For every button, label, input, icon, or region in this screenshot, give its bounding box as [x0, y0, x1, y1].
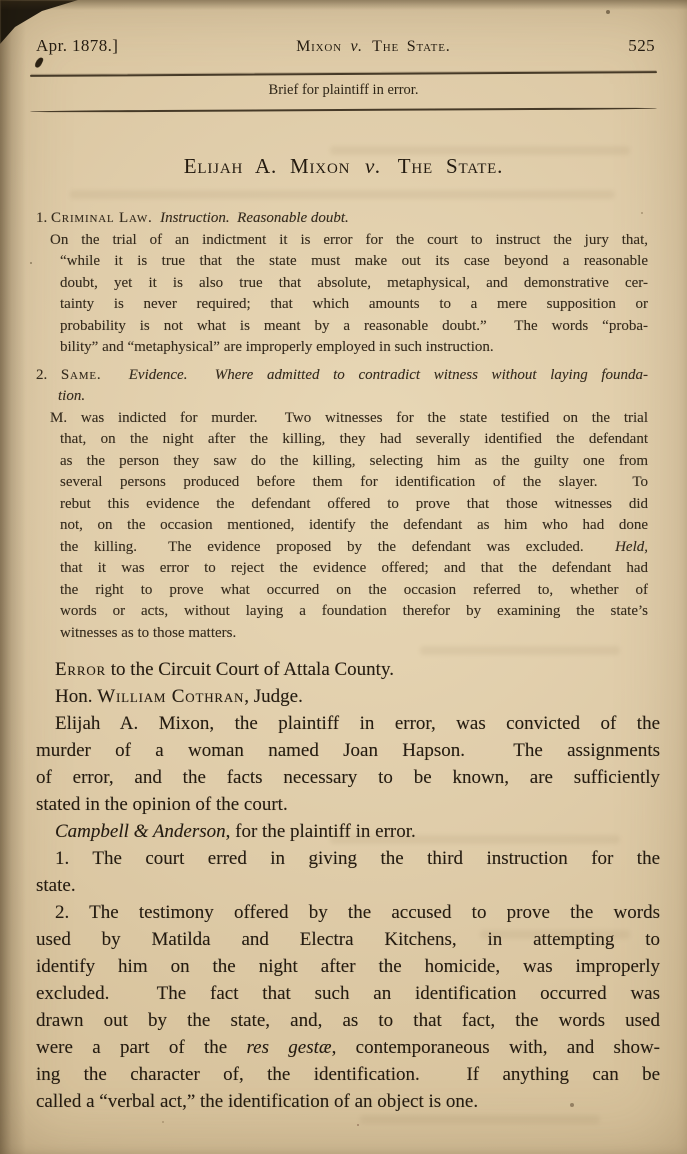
headnotes-section	[36, 208, 648, 644]
text-run: Mixon	[296, 38, 342, 55]
text-line: the right to prove what occurred on the occasion referred to, whether of	[60, 581, 648, 598]
headnote-2-label	[36, 365, 648, 408]
text-run: Error	[55, 659, 107, 680]
text-run: Instruction. Reasonable doubt.	[160, 210, 349, 226]
text-line: ing the character of, the identification. If anything can be	[36, 1064, 660, 1085]
showthrough-ghost	[420, 646, 620, 655]
text-line: Error to the Circuit Court of Attala County.	[55, 659, 394, 680]
stray-ink-mark	[34, 56, 44, 68]
text-line: witnesses as to those matters.	[60, 624, 237, 641]
text-line: 2. Same. Evidence. Where admitted to contradict witness without laying founda-	[36, 366, 649, 383]
running-head: Brief for plaintiff in error.	[268, 82, 419, 98]
issue-date: Apr. 1878.]	[36, 36, 119, 55]
text-run: res gestæ	[246, 1037, 332, 1058]
text-run: The State.	[397, 154, 504, 178]
text-line: several persons produced before them for identification of the slayer. To	[60, 474, 648, 490]
paragraph-error-caption	[36, 656, 660, 683]
paragraph-point-2	[36, 899, 660, 1115]
text-run: William Cothran	[97, 686, 245, 707]
opinion-body	[36, 656, 660, 1115]
text-line: 2. The testimony offered by the accused to prove the words	[55, 902, 660, 923]
text-run: tion.	[58, 388, 86, 404]
text-line: On the trial of an indictment it is error for the court to instruct the jury that,	[50, 231, 648, 248]
headnote-1-label	[36, 208, 648, 230]
showthrough-ghost	[360, 1115, 600, 1124]
text-run: Campbell & Anderson	[55, 821, 226, 842]
text-line: stated in the opinion of the court.	[36, 794, 288, 815]
text-run: Same.	[60, 366, 102, 383]
headnote-1-text	[36, 230, 648, 359]
running-case-title	[296, 38, 450, 56]
text-line: of error, and the facts necessary to be known, are sufficiently	[36, 767, 660, 788]
text-run: The State.	[372, 38, 451, 55]
text-line: Elijah A. Mixon, the plaintiff in error, was convicted of the	[55, 713, 660, 734]
text-run: v.	[364, 154, 383, 178]
text-line: bility” and “metaphysical” are improperly employed in such instruction.	[60, 339, 494, 355]
text-line: excluded. The fact that such an identification occurred was	[36, 983, 660, 1004]
text-line: doubt, yet it is also true that absolute, metaphysical, and demonstrative cer-	[60, 274, 648, 291]
text-line: Campbell & Anderson, for the plaintiff in error.	[55, 821, 416, 842]
text-line: that, on the night after the killing, they had severally identified the defendant	[60, 431, 648, 447]
text-line: used by Matilda and Electra Kitchens, in attempting to	[36, 929, 660, 950]
text-line: probability is not what is meant by a reasonable doubt.” The words “proba-	[60, 317, 648, 334]
showthrough-ghost	[70, 190, 615, 199]
case-title	[30, 153, 657, 179]
text-line: murder of a woman named Joan Hapson. The assignments	[36, 740, 660, 761]
text-line: M. was indicted for murder. Two witnesses for the state testified on the trial	[50, 409, 648, 426]
headnote-2-text	[36, 408, 648, 645]
text-line: that it was error to reject the evidence offered; and that the defendant had	[60, 560, 648, 576]
text-line: drawn out by the state, and, as to that fact, the words used	[36, 1010, 660, 1031]
text-run: Elijah A. Mixon	[183, 154, 351, 178]
text-line: Hon. William Cothran, Judge.	[55, 686, 303, 707]
paragraph-judge	[36, 683, 660, 710]
paragraph-counsel	[36, 818, 660, 845]
text-line: 1. Criminal Law. Instruction. Reasonable doubt.	[36, 210, 349, 226]
text-line: not, on the occasion mentioned, identify the defendant as him who had done	[60, 517, 648, 533]
text-line: state.	[36, 875, 76, 896]
text-line: were a part of the res gestæ, contemporaneous with, and show-	[36, 1037, 660, 1058]
text-line: the killing. The evidence proposed by the defendant was excluded. Held,	[60, 538, 648, 555]
text-run: Evidence. Where admitted to contradict witness without laying founda-	[128, 366, 649, 383]
page-header	[36, 0, 655, 56]
page-number: 525	[628, 36, 655, 55]
text-line: as the person they saw do the killing, selecting him as the guilty one from	[60, 452, 648, 469]
text-line: called a “verbal act,” the identification of an object is one.	[36, 1091, 479, 1112]
divider-rule-top	[30, 71, 657, 77]
text-line: words or acts, without laying a foundation therefor by examining the state’s	[60, 603, 648, 619]
text-run: Criminal Law.	[51, 210, 153, 226]
text-run: Held,	[615, 538, 648, 555]
text-line: identify him on the night after the homicide, was improperly	[36, 956, 660, 977]
text-line: 1. The court erred in giving the third instruction for the	[55, 848, 660, 869]
text-line: tainty is never required; that which amounts to a mere supposition or	[60, 296, 648, 312]
text-line: rebut this evidence the defendant offered to prove that those witnesses did	[60, 495, 648, 512]
dust-specks	[0, 0, 2, 2]
text-line: “while it is true that the state must make out its case beyond a reasonable	[60, 253, 648, 269]
divider-rule-bottom	[30, 107, 657, 112]
text-line	[58, 386, 648, 408]
paragraph-facts	[36, 710, 660, 818]
paragraph-point-1	[36, 845, 660, 899]
text-run: v.	[350, 38, 364, 55]
